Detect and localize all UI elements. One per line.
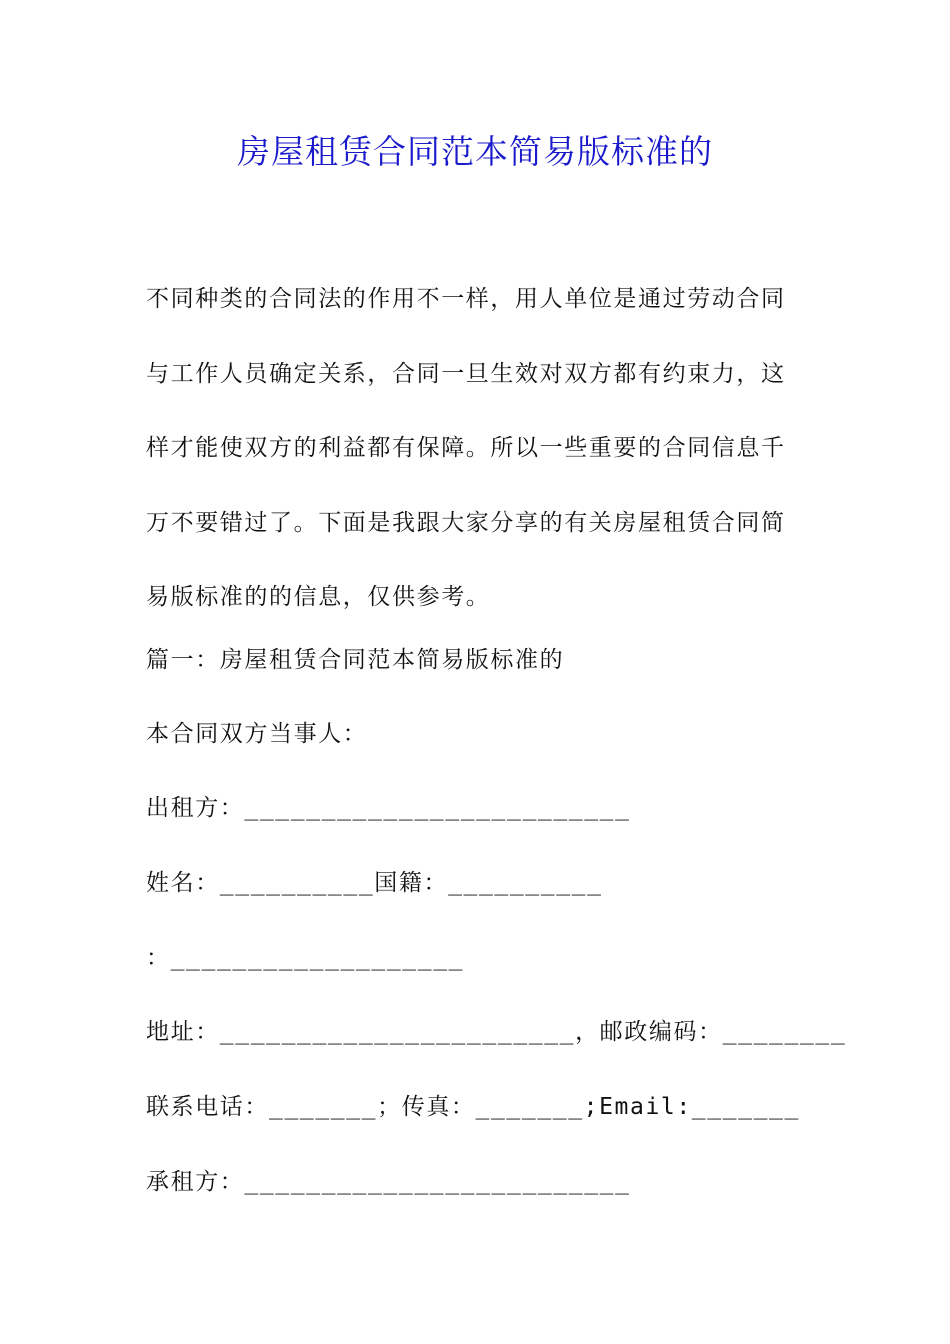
address-postcode-line: 地址：_______________________，邮政编码：________ [146,1019,847,1045]
lessor-line: 出租方：_________________________ [146,795,631,821]
parties-label: 本合同双方当事人： [146,721,368,747]
document-title: 房屋租赁合同范本简易版标准的 [237,132,713,171]
intro-paragraph: 不同种类的合同法的作用不一样，用人单位是通过劳动合同与工作人员确定关系，合同一旦生效对双方都有约束力，这样才能使双方的利益都有保障。所以一些重要的合同信息千万不要错过了。下面是我跟大家分享的有关房屋租赁合同简易版标准的的信息，仅供参考。 [146,286,786,610]
blank-id-line: ：___________________ [146,945,465,971]
contact-line: 联系电话：_______；传真：_______;Email:_______ [146,1094,800,1120]
lessee-line: 承租方：_________________________ [146,1169,631,1195]
name-nationality-line: 姓名：__________国籍：__________ [146,870,603,896]
section-heading: 篇一：房屋租赁合同范本简易版标准的 [146,647,565,673]
